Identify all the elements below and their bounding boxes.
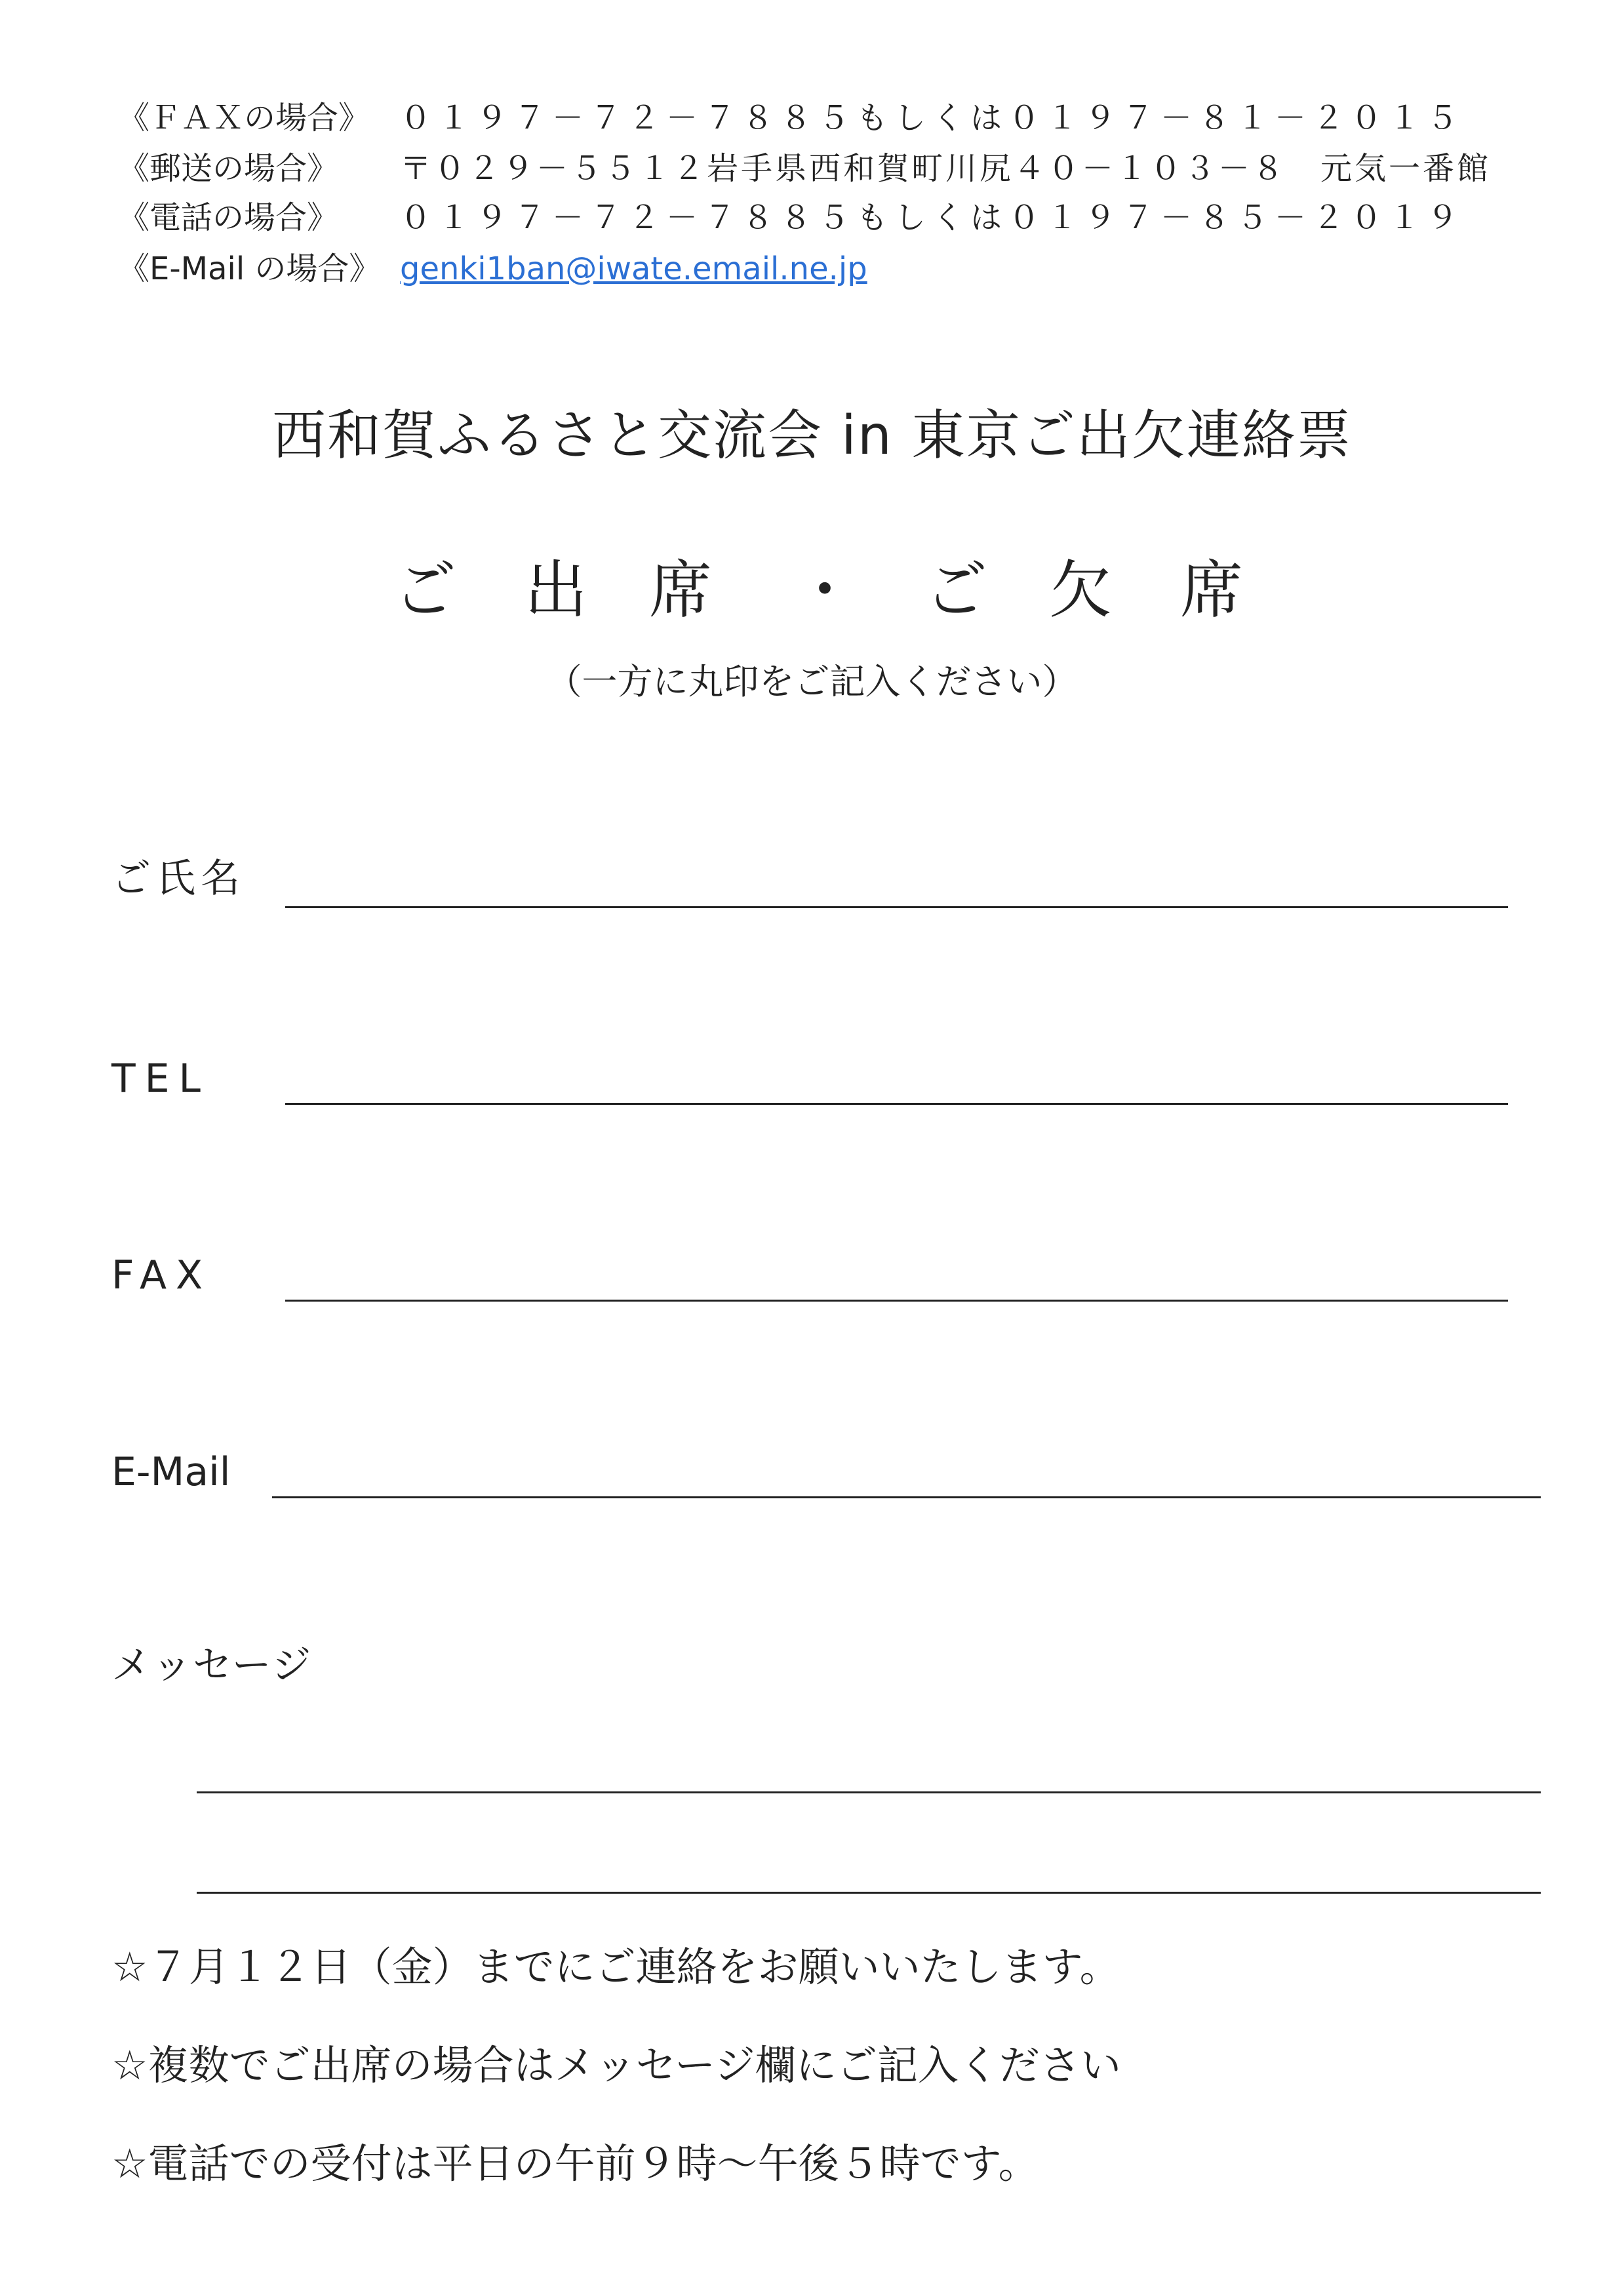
attendance-char: 席 bbox=[1180, 553, 1243, 627]
message-label: メッセージ bbox=[111, 1643, 313, 1688]
message-line-2[interactable] bbox=[197, 1892, 1541, 1894]
name-label: ご氏名 bbox=[111, 856, 245, 902]
contact-mail-value: 〒０２９－５５１２岩手県西和賀町川尻４０－１０３－８ 元気一番館 bbox=[400, 150, 1492, 187]
attendance-char: 出 bbox=[525, 553, 587, 627]
tel-label: TEL bbox=[111, 1056, 210, 1102]
name-line[interactable] bbox=[285, 906, 1508, 908]
attendance-char: ご bbox=[924, 553, 987, 627]
attendance-char: 欠 bbox=[1049, 553, 1112, 627]
notice-multiple: ☆複数でご出席の場合はメッセージ欄にご記入ください bbox=[111, 2041, 1121, 2089]
attendance-separator: ・ bbox=[793, 553, 856, 627]
contact-phone-label: 《電話の場合》 bbox=[118, 199, 339, 236]
contact-fax-label: 《ＦＡＸの場合》 bbox=[118, 100, 370, 136]
contact-email-link[interactable]: genki1ban@iwate.email.ne.jp bbox=[400, 250, 867, 287]
email-line[interactable] bbox=[272, 1496, 1541, 1498]
notice-phone-hours: ☆電話での受付は平日の午前９時～午後５時です。 bbox=[111, 2140, 1039, 2187]
page-title: 西和賀ふるさと交流会 in 東京ご出欠連絡票 bbox=[272, 405, 1352, 467]
contact-fax-value: ０１９７－７２－７８８５もしくは０１９７－８１－２０１５ bbox=[400, 100, 1465, 136]
attendance-char: ご bbox=[393, 553, 456, 627]
fax-label: FAX bbox=[111, 1252, 212, 1298]
contact-phone-value: ０１９７－７２－７８８５もしくは０１９７－８５－２０１９ bbox=[400, 199, 1465, 236]
contact-email-label: 《E-Mail の場合》 bbox=[118, 250, 381, 287]
notice-deadline: ☆７月１２日（金）までにご連絡をお願いいたします。 bbox=[111, 1943, 1120, 1991]
fax-line[interactable] bbox=[285, 1300, 1508, 1302]
tel-line[interactable] bbox=[285, 1103, 1508, 1105]
message-line-1[interactable] bbox=[197, 1791, 1541, 1793]
email-label: E-Mail bbox=[111, 1449, 231, 1495]
contact-mail-label: 《郵送の場合》 bbox=[118, 150, 339, 187]
attendance-note: （一方に丸印をご記入ください） bbox=[546, 661, 1078, 702]
attendance-char: 席 bbox=[649, 553, 712, 627]
